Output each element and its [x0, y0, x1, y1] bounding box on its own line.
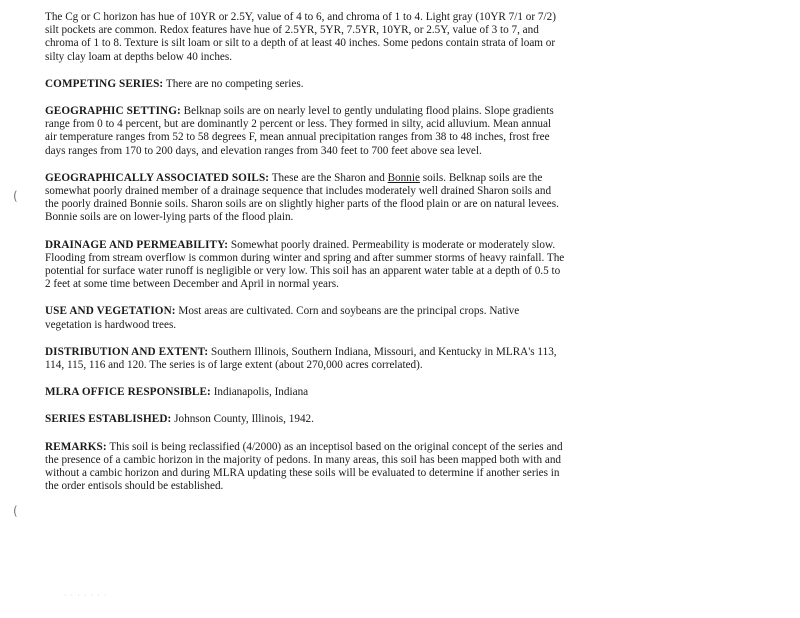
associated-soils-text-before: These are the Sharon and: [271, 171, 385, 184]
document-body: [45, 11, 565, 507]
use-vegetation-heading: USE AND VEGETATION:: [45, 305, 176, 318]
distribution-text: Southern Illinois, Southern Indiana, Missouri, and Kentucky in MLRA's 113, 114, 115, 116 and 120. The series is of large extent (about 270,000 acres correlated).: [45, 345, 557, 372]
mlra-office-section: [45, 386, 565, 399]
remarks-section: [45, 441, 565, 494]
distribution-heading: DISTRIBUTION AND EXTENT:: [45, 345, 209, 358]
use-vegetation-text: Most areas are cultivated. Corn and soybeans are the principal crops. Native vegetation is hardwood trees.: [45, 305, 520, 331]
drainage-section: [45, 239, 565, 292]
associated-soils-section: [45, 172, 565, 225]
competing-series-text: There are no competing series.: [165, 77, 304, 90]
mlra-office-heading: MLRA OFFICE RESPONSIBLE:: [45, 386, 211, 399]
distribution-section: [45, 346, 565, 372]
associated-soils-heading: GEOGRAPHICALLY ASSOCIATED SOILS:: [45, 171, 270, 184]
geographic-setting-heading: GEOGRAPHIC SETTING:: [45, 105, 181, 118]
mlra-office-text: Indianapolis, Indiana: [213, 386, 309, 399]
margin-mark: (: [13, 504, 18, 518]
drainage-heading: DRAINAGE AND PERMEABILITY:: [45, 238, 229, 251]
remarks-text: This soil is being reclassified (4/2000) as an inceptisol based on the original concept of the series and the presence of a cambic horizon in the majority of pedons. In many areas, this soil has been mapped both with and without a cambic horizon and during MLRA updating these soils will be evaluated to determine if another series in the order entisols should be established.: [45, 440, 563, 493]
series-established-text: Johnson County, Illinois, 1942.: [174, 413, 314, 426]
page-footer: · · · · · · ·: [64, 592, 108, 599]
use-vegetation-section: [45, 305, 565, 331]
geographic-setting-section: [45, 105, 565, 158]
remarks-heading: REMARKS:: [45, 440, 107, 453]
competing-series-section: [45, 78, 565, 91]
horizon-description: [45, 11, 565, 64]
series-established-heading: SERIES ESTABLISHED:: [45, 413, 172, 426]
margin-mark: (: [13, 189, 18, 203]
associated-soils-text-after: soils. Belknap soils are the somewhat poorly drained member of a drainage sequence that includes moderately well drained Sharon soils and the poorly drained Bonnie soils. Sharon soils are on slightly higher parts of the flood plain or are on natural levees. Bonnie soils are on lower-lying parts of the flood plain.: [45, 171, 559, 224]
series-established-section: [45, 413, 565, 426]
drainage-text: Somewhat poorly drained. Permeability is moderate or moderately slow. Flooding from stream overflow is common during winter and spring and after summer storms of heavy rainfall. The potential for surface water runoff is negligible or very low. This soil has an apparent water table at a depth of 0.5 to 2 feet at some time between December and April in normal years.: [45, 238, 565, 291]
bonnie-soil-link[interactable]: Bonnie: [387, 171, 420, 184]
competing-series-heading: COMPETING SERIES:: [45, 77, 164, 90]
geographic-setting-text: Belknap soils are on nearly level to gently undulating flood plains. Slope gradients range from 0 to 4 percent, but are dominantly 2 percent or less. They formed in silty, acid alluvium. Mean annual air temperature ranges from 52 to 58 degrees F, mean annual precipitation ranges from 38 to 48 inches, frost free days ranges from 170 to 200 days, and elevation ranges from 340 feet to 700 feet above sea level.: [45, 105, 554, 157]
horizon-description-text: The Cg or C horizon has hue of 10YR or 2.5Y, value of 4 to 6, and chroma of 1 to 4. Light gray (10YR 7/1 or 7/2) silt pockets are common. Redox features have hue of 2.5YR, 5YR, 7.5YR, 10YR, or 2.5Y, value of 3 to 7, and chroma of 1 to 8. Texture is silt loam or silt to a depth of at least 40 inches. Some pedons contain strata of loam or silty clay loam at depths below 40 inches.: [45, 11, 556, 63]
